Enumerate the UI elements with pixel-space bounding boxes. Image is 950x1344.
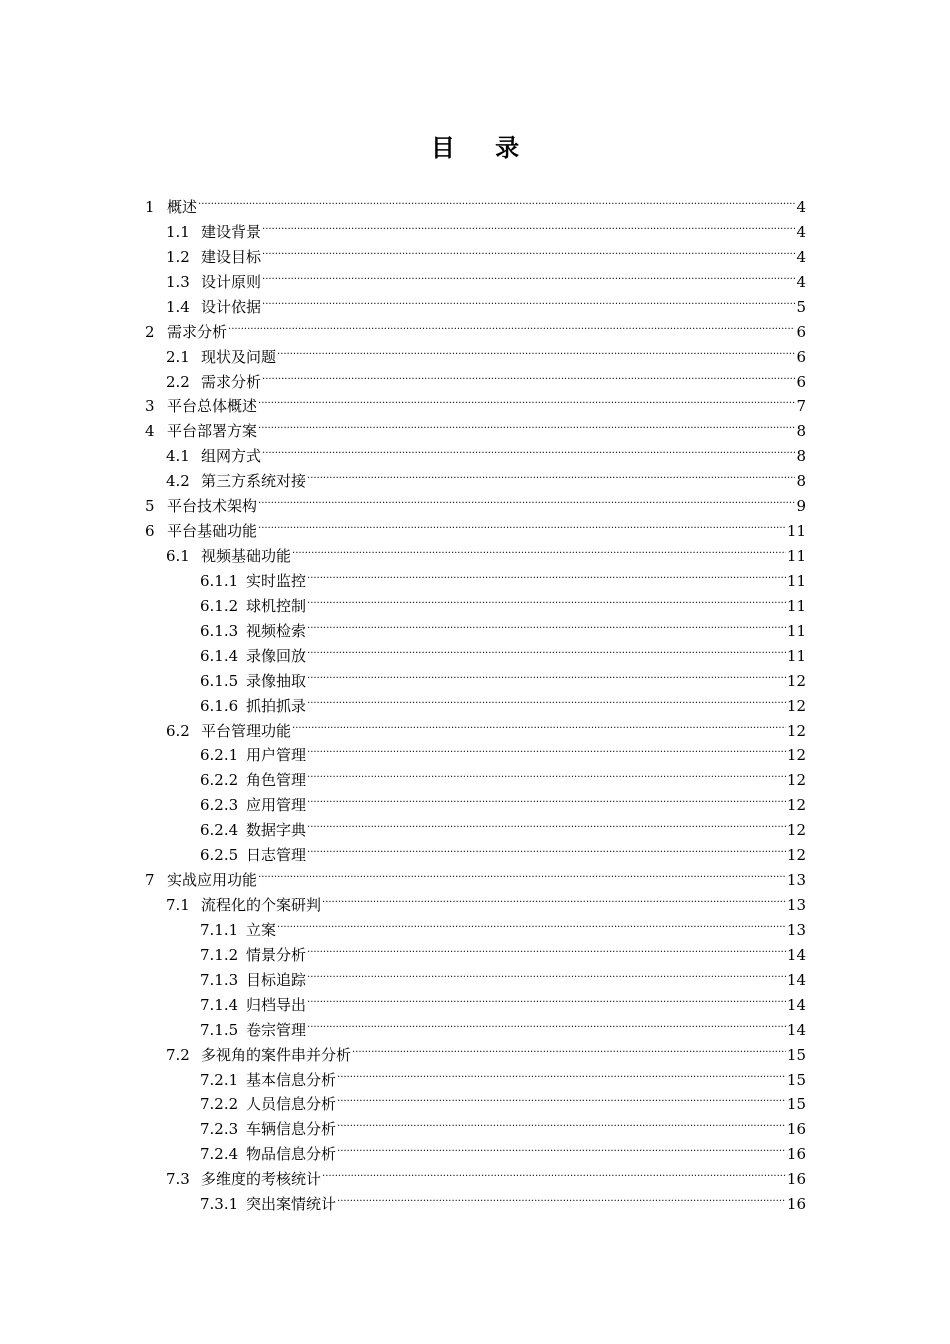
toc-dot-leader: [307, 461, 795, 486]
toc-entry-number: 6.1.6: [200, 696, 239, 715]
toc-entry[interactable]: [200, 935, 806, 964]
toc-entry[interactable]: [145, 187, 806, 216]
toc-entry[interactable]: [166, 362, 806, 391]
toc-entry-title: 平台技术架构: [167, 497, 258, 516]
toc-entry-number: 7.2.1: [200, 1070, 239, 1089]
toc-entry-page: 4: [796, 222, 806, 241]
toc-entry-number: 7.2: [166, 1045, 190, 1064]
toc-dot-leader: [262, 287, 795, 312]
toc-dot-leader: [337, 1134, 786, 1159]
toc-entry-title: 设计依据: [201, 297, 262, 316]
toc-entry-page: 12: [786, 721, 806, 740]
toc-entry-page: 7: [796, 397, 806, 416]
toc-entry-number: 6.1.3: [200, 621, 239, 640]
toc-entry[interactable]: [200, 810, 806, 840]
toc-entry-title: 日志管理: [246, 846, 307, 865]
toc-entry-number: 7: [145, 871, 155, 890]
toc-entry-title: 突出案情统计: [246, 1195, 337, 1214]
toc-entry-number: 7.1.1: [200, 920, 239, 939]
toc-entry[interactable]: [200, 1084, 806, 1114]
toc-entry-title: 组网方式: [201, 447, 262, 466]
toc-entry-title: 物品信息分析: [246, 1145, 337, 1164]
toc-entry-title: 卷宗管理: [246, 1020, 307, 1039]
toc-dot-leader: [292, 536, 786, 561]
toc-entry-number: 1.3: [166, 272, 190, 291]
toc-entry-title: 抓拍抓录: [246, 696, 307, 715]
toc-entry-page: 12: [786, 746, 806, 765]
toc-entry-title: 应用管理: [246, 796, 307, 815]
toc-entry[interactable]: [200, 735, 806, 765]
toc-entry[interactable]: [200, 960, 806, 989]
toc-entry-number: 6.2.2: [200, 771, 239, 790]
toc-entry-page: 14: [786, 970, 806, 989]
toc-dot-leader: [337, 1184, 786, 1209]
toc-entry-page: 15: [786, 1095, 806, 1114]
toc-entry-title: 平台总体概述: [167, 397, 258, 416]
toc-entry-page: 16: [786, 1195, 806, 1214]
toc-dot-leader: [352, 1035, 786, 1060]
toc-entry-title: 球机控制: [246, 596, 307, 615]
toc-entry-number: 1.2: [166, 247, 190, 266]
toc-entry[interactable]: [200, 661, 806, 690]
toc-entry-title: 现状及问题: [201, 347, 277, 366]
toc-entry-number: 6.1.4: [200, 646, 239, 665]
toc-entry-page: 12: [786, 696, 806, 715]
toc-entry-number: 7.1.3: [200, 970, 239, 989]
toc-entry-title: 人员信息分析: [246, 1095, 337, 1114]
toc-entry-page: 12: [786, 796, 806, 815]
toc-entry-title: 录像回放: [246, 646, 307, 665]
toc-dot-leader: [337, 1084, 786, 1109]
toc-entry-title: 立案: [246, 920, 277, 939]
toc-entry-number: 7.2.2: [200, 1095, 239, 1114]
toc-entry-number: 6.2.4: [200, 821, 239, 840]
toc-entry[interactable]: [145, 312, 806, 341]
toc-entry-number: 7.1.2: [200, 945, 239, 964]
toc-entry-number: 7.2.4: [200, 1145, 239, 1164]
toc-entry-title: 视频检索: [246, 621, 307, 640]
toc-dot-leader: [307, 686, 786, 711]
toc-dot-leader: [228, 312, 795, 337]
toc-dot-leader: [307, 810, 786, 835]
toc-dot-leader: [198, 187, 795, 212]
toc-dot-leader: [258, 511, 786, 536]
toc-entry-page: 13: [786, 896, 806, 915]
toc-dot-leader: [307, 661, 786, 686]
page-title: 目 录: [430, 133, 536, 162]
toc-dot-leader: [322, 885, 786, 910]
toc-entry-page: 11: [786, 596, 806, 615]
toc-entry[interactable]: [166, 337, 806, 366]
toc-entry-number: 4: [145, 422, 155, 441]
toc-entry-number: 6.2.1: [200, 746, 239, 765]
toc-dot-leader: [307, 985, 786, 1010]
toc-dot-leader: [307, 735, 786, 760]
toc-entry-title: 平台管理功能: [201, 721, 292, 740]
toc-entry-page: 4: [796, 247, 806, 266]
toc-entry-title: 车辆信息分析: [246, 1120, 337, 1139]
toc-entry-page: 14: [786, 1020, 806, 1039]
toc-entry-title: 实时监控: [246, 571, 307, 590]
toc-entry-title: 基本信息分析: [246, 1070, 337, 1089]
toc-dot-leader: [258, 860, 786, 885]
toc-dot-leader: [258, 411, 795, 436]
toc-entry-number: 1.1: [166, 222, 190, 241]
toc-entry[interactable]: [166, 885, 806, 915]
toc-entry[interactable]: [145, 860, 806, 890]
toc-entry-title: 多维度的考核统计: [201, 1170, 322, 1189]
toc-entry[interactable]: [145, 386, 806, 416]
toc-entry[interactable]: [145, 486, 806, 516]
toc-dot-leader: [307, 935, 786, 960]
toc-entry-number: 6.2.3: [200, 796, 239, 815]
toc-entry-page: 11: [786, 571, 806, 590]
toc-entry-title: 目标追踪: [246, 970, 307, 989]
toc-dot-leader: [262, 262, 795, 287]
toc-entry-page: 12: [786, 821, 806, 840]
toc-entry-number: 6: [145, 522, 155, 541]
toc-entry[interactable]: [200, 636, 806, 665]
toc-entry[interactable]: [200, 586, 806, 615]
toc-entry-number: 1: [145, 198, 155, 216]
toc-entry-number: 7.1.5: [200, 1020, 239, 1039]
toc-entry[interactable]: [200, 611, 806, 640]
toc-dot-leader: [337, 1060, 786, 1085]
toc-entry-page: 8: [796, 472, 806, 491]
toc-entry-page: 16: [786, 1170, 806, 1189]
toc-entry-page: 4: [796, 198, 806, 216]
toc-dot-leader: [307, 785, 786, 810]
toc-entry[interactable]: [200, 1010, 806, 1039]
toc-entry-page: 12: [786, 771, 806, 790]
toc-entry-number: 6.1.1: [200, 571, 239, 590]
toc-dot-leader: [262, 237, 795, 262]
toc-entry-title: 流程化的个案研判: [201, 896, 322, 915]
toc-dot-leader: [307, 760, 786, 785]
toc-entry-title: 实战应用功能: [167, 871, 258, 890]
toc-entry-title: 需求分析: [201, 372, 262, 391]
toc-dot-leader: [258, 486, 795, 511]
toc-entry[interactable]: [166, 536, 806, 566]
toc-entry-page: 13: [786, 871, 806, 890]
toc-entry-title: 需求分析: [167, 322, 228, 341]
toc-entry-page: 11: [786, 646, 806, 665]
toc-entry-page: 15: [786, 1045, 806, 1064]
toc-entry-number: 7.1: [166, 896, 190, 915]
toc-entry-page: 16: [786, 1145, 806, 1164]
toc-dot-leader: [337, 1109, 786, 1134]
toc-dot-leader: [307, 960, 786, 985]
toc-dot-leader: [262, 212, 795, 237]
toc-entry-title: 建设目标: [201, 247, 262, 266]
toc-entry[interactable]: [145, 411, 806, 441]
toc-entry-number: 1.4: [166, 297, 190, 316]
toc-entry-number: 4.1: [166, 447, 190, 466]
toc-entry-page: 5: [796, 297, 806, 316]
toc-entry-page: 12: [786, 846, 806, 865]
toc-entry-title: 情景分析: [246, 945, 307, 964]
toc-dot-leader: [292, 711, 786, 736]
toc-entry-title: 平台基础功能: [167, 522, 258, 541]
toc-dot-leader: [262, 362, 795, 387]
toc-entry-number: 5: [145, 497, 155, 516]
toc-entry-title: 用户管理: [246, 746, 307, 765]
toc-entry[interactable]: [166, 436, 806, 466]
toc-entry-page: 13: [786, 920, 806, 939]
toc-entry-number: 7.2.3: [200, 1120, 239, 1139]
toc-entry-page: 11: [786, 547, 806, 566]
toc-entry[interactable]: [166, 212, 806, 241]
toc-entry-title: 角色管理: [246, 771, 307, 790]
toc-entry-page: 8: [796, 447, 806, 466]
toc-dot-leader: [262, 436, 795, 461]
toc-entry-number: 4.2: [166, 472, 190, 491]
toc-entry[interactable]: [200, 1134, 806, 1164]
toc-entry-number: 7.3.1: [200, 1195, 239, 1214]
toc-entry-page: 11: [786, 522, 806, 541]
toc-dot-leader: [307, 636, 786, 661]
toc-entry-page: 4: [796, 272, 806, 291]
toc-entry-title: 概述: [167, 198, 198, 216]
toc-entry-number: 2.2: [166, 372, 190, 391]
toc-entry-title: 平台部署方案: [167, 422, 258, 441]
toc-entry-number: 7.3: [166, 1170, 190, 1189]
toc-entry[interactable]: [200, 561, 806, 590]
toc-entry[interactable]: [200, 785, 806, 815]
toc-entry-page: 14: [786, 945, 806, 964]
toc-entry-title: 多视角的案件串并分析: [201, 1045, 352, 1064]
toc-dot-leader: [277, 910, 786, 935]
toc-entry-page: 8: [796, 422, 806, 441]
toc-entry[interactable]: [166, 237, 806, 266]
toc-entry[interactable]: [166, 262, 806, 291]
toc-entry[interactable]: [200, 1109, 806, 1139]
toc-entry[interactable]: [200, 760, 806, 790]
toc-dot-leader: [322, 1159, 786, 1184]
toc-entry-page: 16: [786, 1120, 806, 1139]
toc-entry-page: 12: [786, 671, 806, 690]
toc-entry-page: 11: [786, 621, 806, 640]
toc-entry-title: 建设背景: [201, 222, 262, 241]
toc-entry-page: 6: [796, 372, 806, 391]
toc-entry-title: 视频基础功能: [201, 547, 292, 566]
toc-dot-leader: [307, 835, 786, 860]
toc-entry[interactable]: [166, 711, 806, 740]
toc-entry[interactable]: [200, 835, 806, 865]
toc-entry-number: 6.1.2: [200, 596, 239, 615]
toc-dot-leader: [307, 1010, 786, 1035]
toc-entry-title: 设计原则: [201, 272, 262, 291]
toc-entry-number: 6.2.5: [200, 846, 239, 865]
toc-entry[interactable]: [200, 1184, 806, 1214]
toc-entry-page: 15: [786, 1070, 806, 1089]
toc-entry[interactable]: [145, 511, 806, 541]
toc-dot-leader: [307, 586, 786, 611]
toc-dot-leader: [258, 386, 795, 411]
toc-entry[interactable]: [200, 985, 806, 1014]
toc-entry[interactable]: [166, 1035, 806, 1064]
toc-entry[interactable]: [200, 1060, 806, 1089]
toc-entry-number: 6.1.5: [200, 671, 239, 690]
toc-entry-number: 3: [145, 397, 155, 416]
toc-entry-page: 6: [796, 347, 806, 366]
toc-entry[interactable]: [200, 910, 806, 939]
toc-entry-number: 6.1: [166, 547, 190, 566]
toc-entry-page: 14: [786, 995, 806, 1014]
toc-entry-number: 2.1: [166, 347, 190, 366]
toc-dot-leader: [307, 611, 786, 636]
toc-entry[interactable]: [166, 461, 806, 491]
toc-entry-title: 归档导出: [246, 995, 307, 1014]
toc-entry-number: 7.1.4: [200, 995, 239, 1014]
toc-entry-number: 2: [145, 322, 155, 341]
toc-entry[interactable]: [166, 287, 806, 316]
toc-entry-page: 9: [796, 497, 806, 516]
toc-dot-leader: [307, 561, 786, 586]
toc-entry-page: 6: [796, 322, 806, 341]
toc-entry-number: 6.2: [166, 721, 190, 740]
toc-dot-leader: [277, 337, 795, 362]
toc-entry-title: 录像抽取: [246, 671, 307, 690]
toc-entry[interactable]: [200, 686, 806, 715]
toc-entry-title: 数据字典: [246, 821, 307, 840]
toc-entry-title: 第三方系统对接: [201, 472, 307, 491]
toc-entry[interactable]: [166, 1159, 806, 1189]
